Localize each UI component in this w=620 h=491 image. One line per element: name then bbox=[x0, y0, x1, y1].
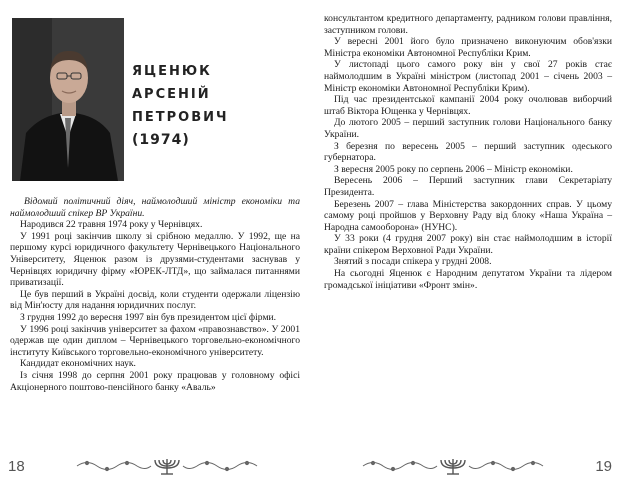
paragraph: На сьогодні Яценюк є Народним депутатом України та лідером громадської ініціативи «Фронт змін». bbox=[324, 268, 612, 291]
paragraph: Вересень 2006 – Перший заступник глави Секретаріату Президента. bbox=[324, 175, 612, 198]
paragraph: консультантом кредитного департаменту, радником голови правління, заступником голови. bbox=[324, 13, 612, 36]
menorah-ornament-icon bbox=[30, 455, 304, 477]
paragraph: Знятий з посади спікера у грудні 2008. bbox=[334, 256, 492, 268]
paragraph: У 1996 році закінчив університет за фахом «правознавство». У 2001 одержав ще один диплом – Чернівецького торговельно-економічного інституту Київського торговельно-економічного університету. bbox=[10, 323, 300, 358]
paragraph: У 33 роки (4 грудня 2007 року) він стає наймолодшим в історії країни спікером Верховної Ради України. bbox=[324, 233, 612, 256]
paragraph: Із січня 1998 до серпня 2001 року працював у головному офісі Акціонерного поштово-пенсійного банку «Аваль» bbox=[10, 369, 300, 393]
paragraph: Березень 2007 – глава Міністерства закордонних справ. У цьому самому році пройшов у Верховну Раду від блоку «Наша Україна – Народна самооборона» (НУНС). bbox=[324, 198, 612, 233]
right-page-footer bbox=[316, 452, 612, 480]
intro-paragraph: Відомий політичний діяч, наймолодший міністр економіки та наймолодший спікер ВР України. bbox=[10, 196, 300, 219]
portrait-figure bbox=[12, 18, 124, 181]
right-page-text bbox=[324, 13, 612, 291]
paragraph: З грудня 1992 до вересня 1997 він був президентом цієї фірми. bbox=[20, 311, 277, 323]
paragraph: Народився 22 травня 1974 року у Чернівцях. bbox=[20, 219, 203, 231]
page-number: 18 bbox=[8, 457, 25, 475]
menorah-ornament-icon bbox=[316, 455, 590, 477]
left-page-text bbox=[10, 196, 300, 393]
person-heading bbox=[132, 60, 302, 152]
right-page bbox=[310, 0, 620, 491]
paragraph: До лютого 2005 – перший заступник голови Національного банку України. bbox=[324, 117, 612, 140]
paragraph: У 1991 році закінчив школу зі срібною медаллю. У 1992, ще на першому курсі юридичного факультету Чернівецького Національного Університету, Яценюк разом із друзями-студентами заснував у Чернівцях юридичну фірму «ЮРЕК-ЛТД», що займалася питаннями приватизації. bbox=[10, 230, 300, 289]
paragraph: У листопаді цього самого року він у свої 27 років стає наймолодшим в Україні міністром (листопад 2001 – січень 2003 – Міністр економіки Автономної Республіки Крим). bbox=[324, 59, 612, 94]
paragraph: Це був перший в Україні досвід, коли студенти одержали ліцензію від Мін'юсту для надання юридичних послуг. bbox=[10, 288, 300, 312]
paragraph: Кандидат економічних наук. bbox=[20, 358, 136, 370]
paragraph: З березня по вересень 2005 – перший заступник одеського губернатора. bbox=[324, 140, 612, 164]
heading-surname: ЯЦЕНЮК bbox=[132, 64, 212, 79]
paragraph: З вересня 2005 року по серпень 2006 – Міністр економіки. bbox=[334, 163, 573, 175]
portrait-photo bbox=[12, 18, 124, 181]
heading-given-names: АРСЕНІЙ ПЕТРОВИЧ bbox=[132, 87, 229, 125]
page-number: 19 bbox=[595, 457, 612, 475]
heading-years: (1974) bbox=[132, 132, 190, 148]
paragraph: Під час президентської кампанії 2004 року очолював виборчий штаб Віктора Ющенка у Чернівцях. bbox=[324, 94, 612, 117]
left-page-footer bbox=[8, 452, 304, 480]
paragraph: У вересні 2001 його було призначено виконуючим обов'язки Міністра економіки Автономної Республіки Крим. bbox=[324, 36, 612, 59]
